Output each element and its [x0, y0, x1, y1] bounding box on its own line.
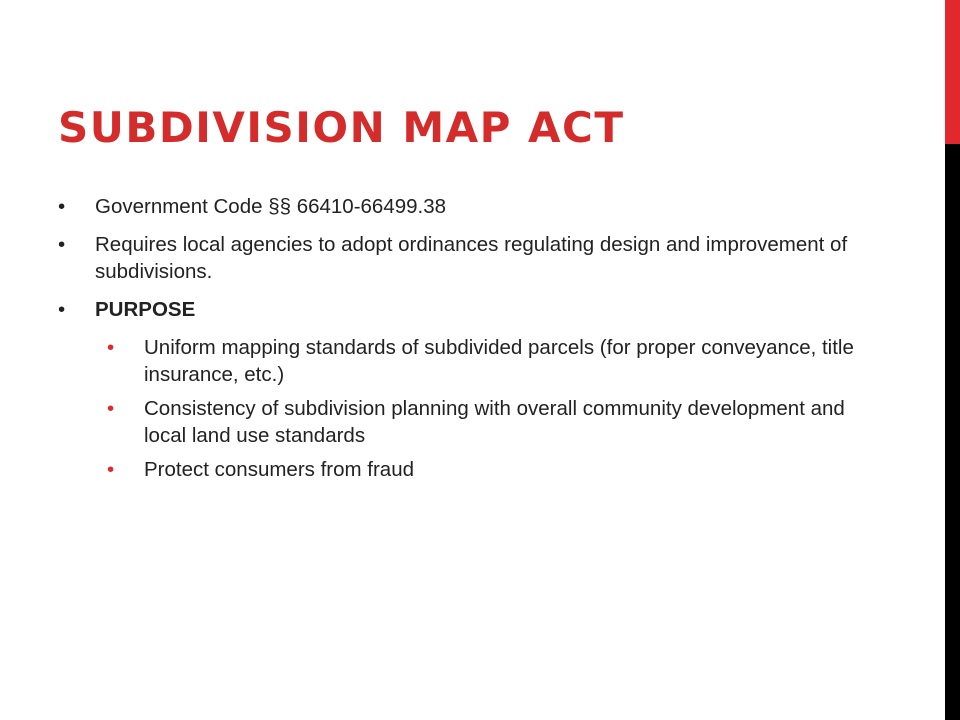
bullet-item	[58, 193, 858, 220]
sub-bullet-icon: •	[107, 336, 115, 359]
bullet-text: PURPOSE	[95, 298, 196, 321]
side-accent-bar-black	[945, 144, 960, 720]
bullet-item-purpose	[58, 296, 858, 323]
bullet-item	[58, 231, 858, 285]
bullet-icon: •	[58, 195, 66, 218]
sub-bullet-icon: •	[107, 458, 115, 481]
sub-bullet-item	[107, 456, 858, 483]
sub-bullet-text: Consistency of subdivision planning with overall community development and local land use standards	[144, 397, 845, 447]
slide-body	[58, 193, 858, 490]
bullet-icon: •	[58, 233, 66, 256]
sub-bullet-item	[107, 395, 858, 449]
slide-title: SUBDIVISION MAP ACT	[58, 103, 625, 152]
bullet-text: Government Code §§ 66410-66499.38	[95, 195, 447, 218]
sub-bullet-text: Uniform mapping standards of subdivided parcels (for proper conveyance, title insurance, etc.)	[144, 336, 854, 386]
bullet-text: Requires local agencies to adopt ordinances regulating design and improvement of subdivisions.	[95, 233, 848, 283]
side-accent-bar-red	[945, 0, 960, 144]
sub-bullet-text: Protect consumers from fraud	[144, 458, 415, 481]
bullet-icon: •	[58, 298, 66, 321]
sub-bullet-item	[107, 334, 858, 388]
sub-bullet-icon: •	[107, 397, 115, 420]
